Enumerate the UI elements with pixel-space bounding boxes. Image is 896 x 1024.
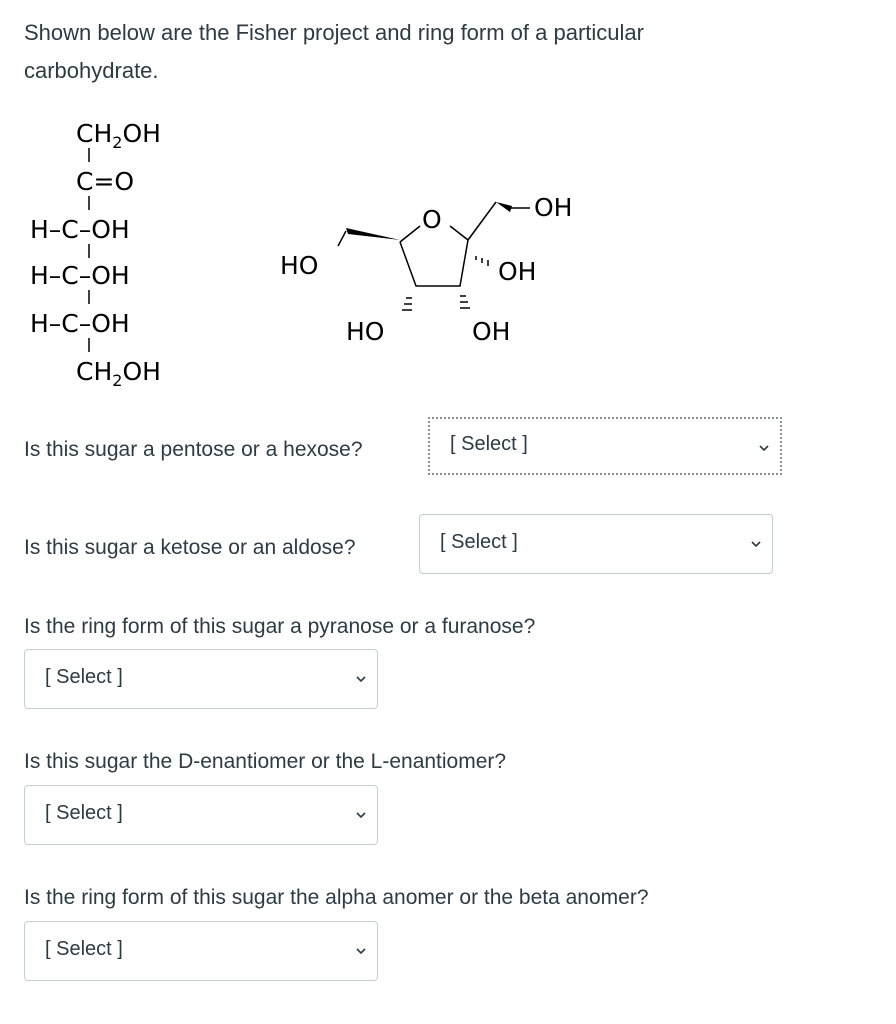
ring-oxygen: O xyxy=(422,205,442,234)
fisher-row-2: H–C–OH xyxy=(30,261,130,290)
ring-oh-right: OH xyxy=(498,257,537,286)
chevron-down-icon xyxy=(355,674,367,684)
question-1-select[interactable] xyxy=(428,417,782,475)
question-1-select-value: [ Select ] xyxy=(450,433,528,455)
fisher-top-group: $CH_2OH$ xyxy=(76,119,161,152)
chevron-down-icon xyxy=(750,539,762,549)
question-4-select[interactable] xyxy=(24,785,378,845)
chevron-down-icon xyxy=(355,810,367,820)
fisher-projection xyxy=(30,119,161,390)
question-4-label: Is this sugar the D-enantiomer or the L-enantiomer? xyxy=(24,750,507,773)
question-3-label: Is the ring form of this sugar a pyranose or a furanose? xyxy=(24,615,536,638)
fisher-row-3: H–C–OH xyxy=(30,309,130,338)
question-intro xyxy=(24,14,824,90)
ring-ho-left: HO xyxy=(280,251,319,280)
question-2-select-value: [ Select ] xyxy=(440,531,518,553)
ring-oh-bottom: OH xyxy=(472,317,511,346)
question-3-select-value: [ Select ] xyxy=(45,666,123,688)
chevron-down-icon xyxy=(355,946,367,956)
question-4-select-value: [ Select ] xyxy=(45,802,123,824)
question-3-select[interactable] xyxy=(24,649,378,709)
fisher-row-1: H–C–OH xyxy=(30,215,130,244)
chevron-down-icon xyxy=(758,443,770,453)
fisher-carbonyl: C=O xyxy=(76,167,135,196)
question-2-label: Is this sugar a ketose or an aldose? xyxy=(24,536,356,559)
fisher-bottom-group: $CH_2OH$ xyxy=(76,357,161,390)
question-5-select[interactable] xyxy=(24,921,378,981)
intro-line-1: Shown below are the Fisher project and ring form of a particular xyxy=(24,20,644,45)
intro-line-2: carbohydrate. xyxy=(24,58,159,83)
question-5-select-value: [ Select ] xyxy=(45,938,123,960)
question-1-label: Is this sugar a pentose or a hexose? xyxy=(24,438,363,461)
ring-oh-topright: OH xyxy=(534,193,573,222)
question-5-label: Is the ring form of this sugar the alpha anomer or the beta anomer? xyxy=(24,886,649,909)
question-2-select[interactable] xyxy=(419,514,773,574)
furanose-ring xyxy=(280,193,572,346)
structure-figure xyxy=(20,110,620,400)
structure-svg xyxy=(20,110,620,400)
ring-ho-bottom: HO xyxy=(346,317,385,346)
